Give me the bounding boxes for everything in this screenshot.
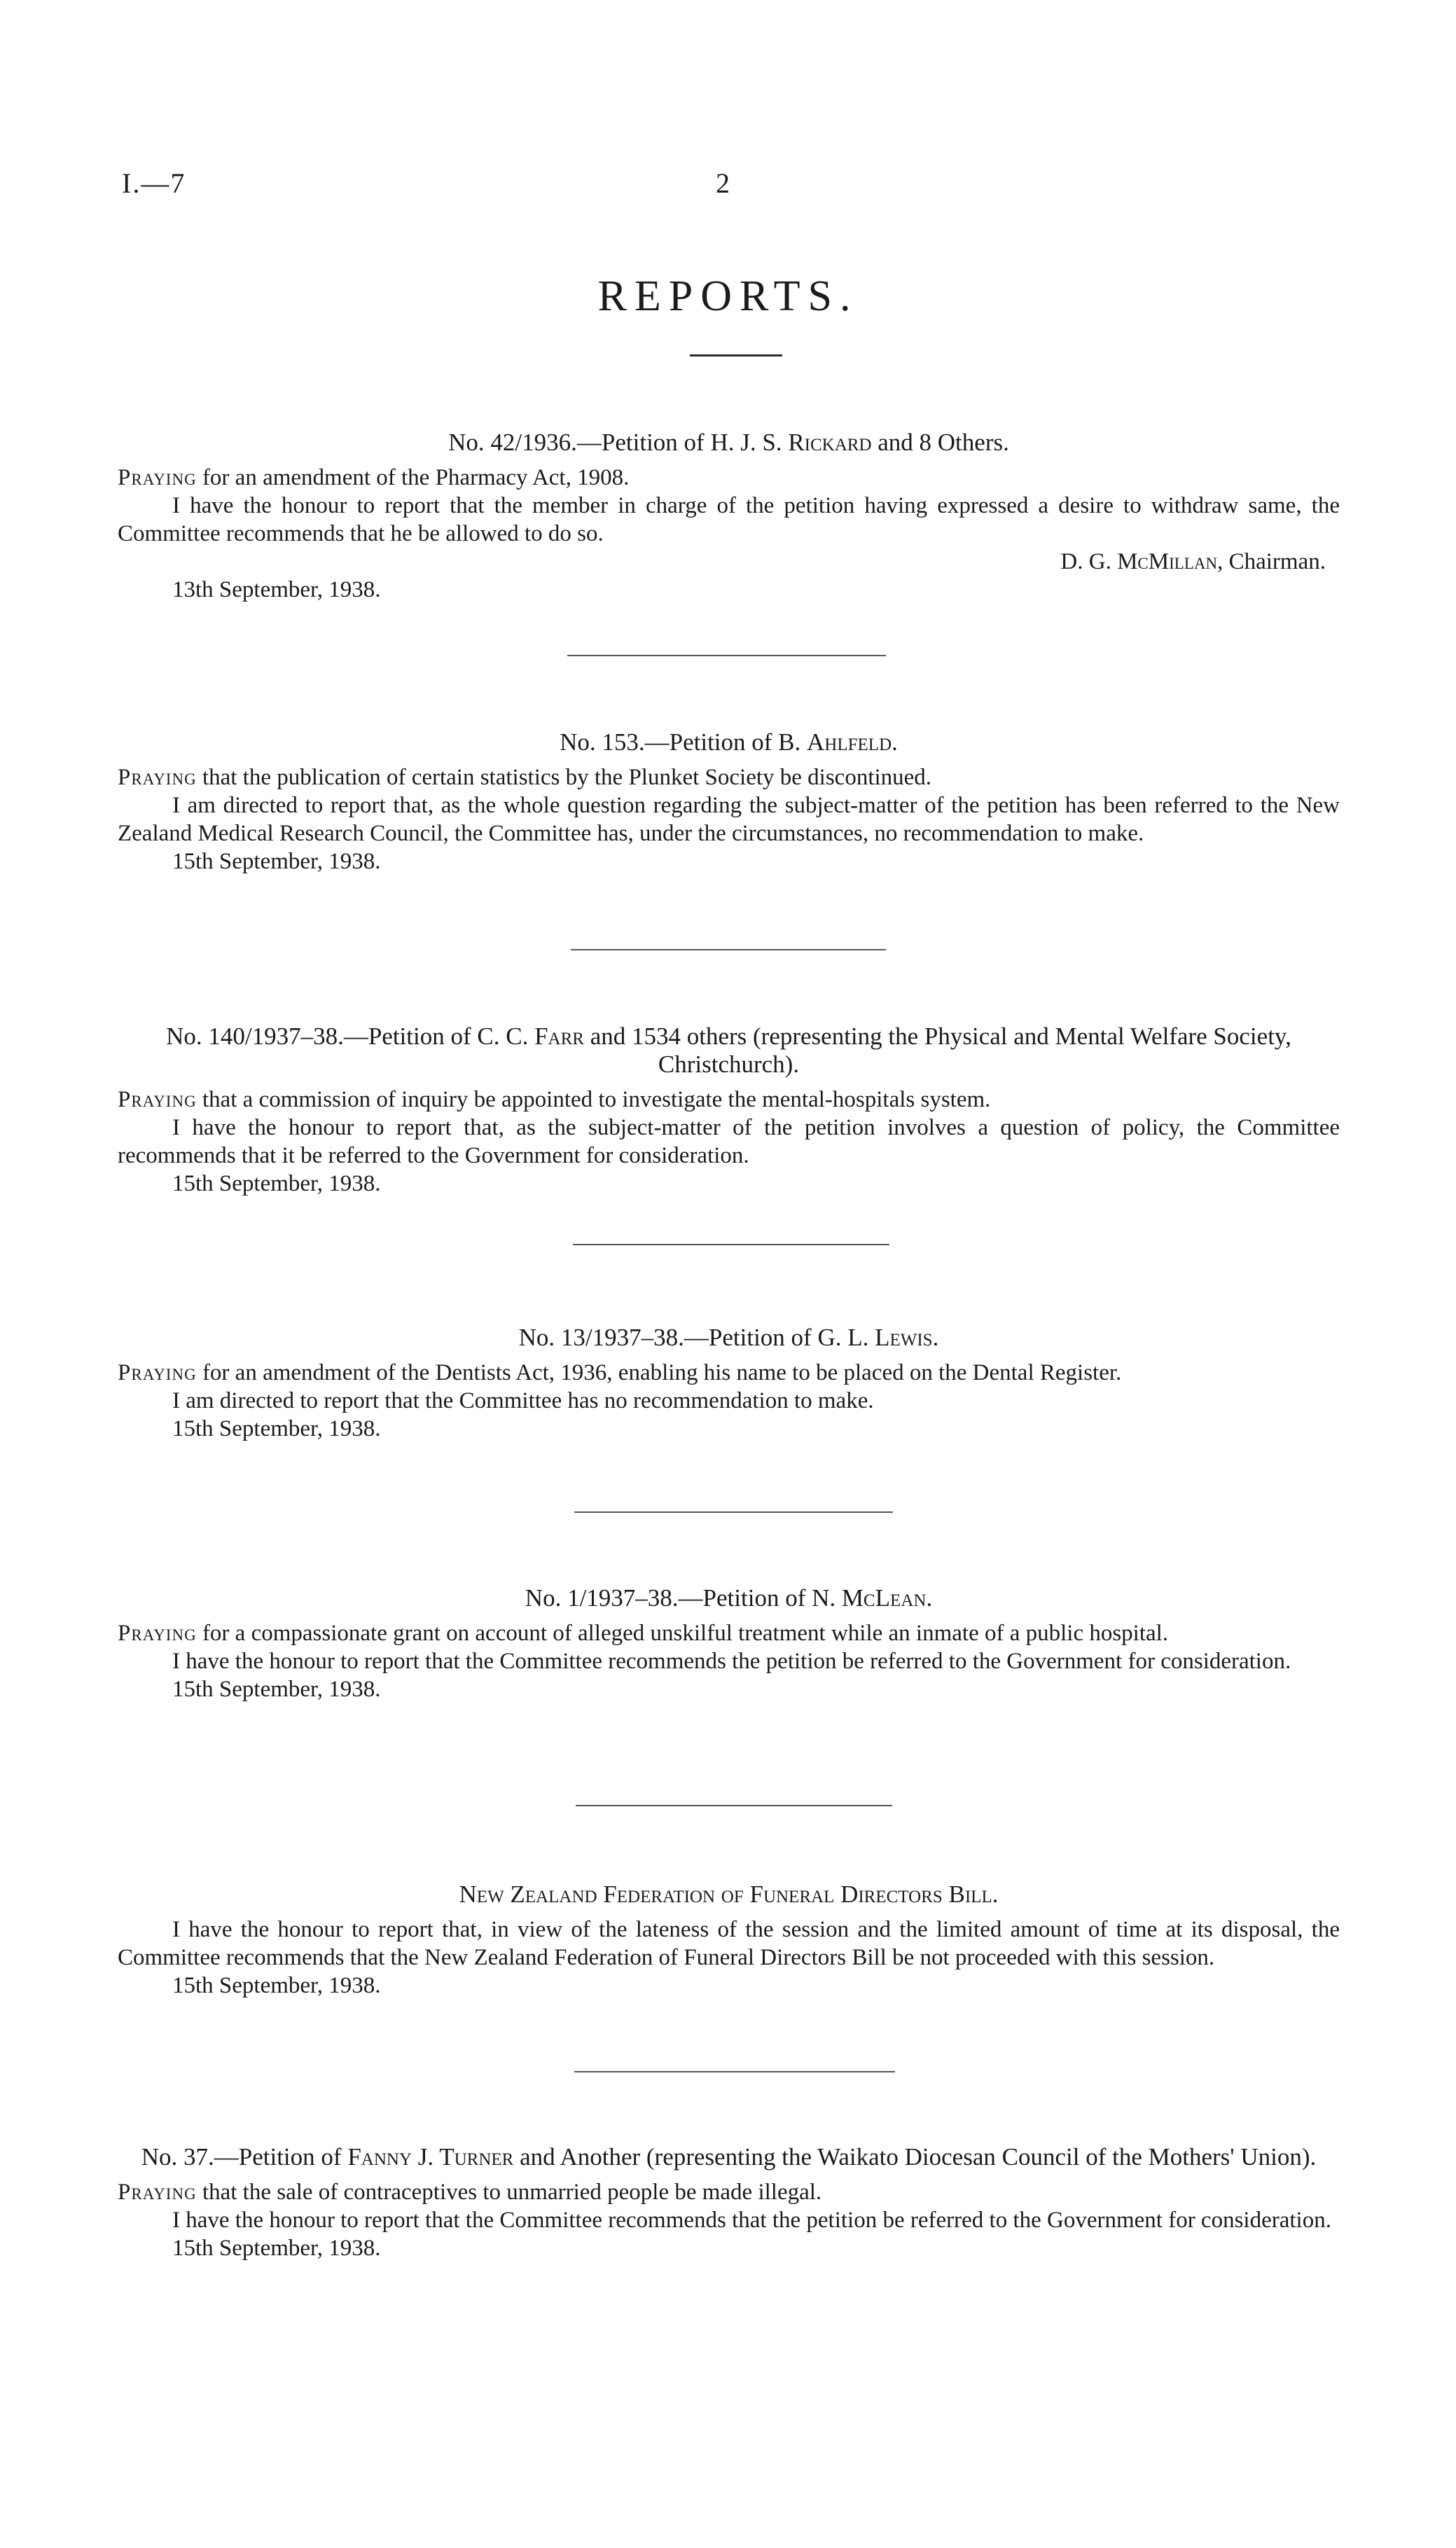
report-section-funeral-directors-bill [118, 1881, 1340, 2000]
section-heading: No. 140/1937–38.—Petition of C. C. Farr and 1534 others (representing the Physical and Mental Welfare Society, Christchurch). [166, 1023, 1291, 1078]
praying-paragraph: Praying for an amendment of the Pharmacy Act, 1908. [118, 465, 630, 490]
report-section-42-1936 [118, 429, 1340, 604]
praying-paragraph: Praying that the publication of certain statistics by the Plunket Society be discontinued. [118, 765, 932, 790]
report-date: 15th September, 1938. [172, 1677, 381, 1702]
report-date: 15th September, 1938. [172, 1171, 381, 1196]
section-heading: No. 13/1937–38.—Petition of G. L. Lewis. [518, 1324, 939, 1351]
report-date: 15th September, 1938. [172, 1973, 381, 1998]
praying-paragraph: Praying for a compassionate grant on account of alleged unskilful treatment while an inmate of a public hospital. [118, 1621, 1169, 1646]
praying-paragraph: Praying for an amendment of the Dentists Act, 1936, enabling his name to be placed on the Dental Register. [118, 1360, 1122, 1385]
section-heading: New Zealand Federation of Funeral Directors Bill. [459, 1881, 999, 1908]
report-date: 13th September, 1938. [172, 577, 381, 602]
chairman-signature: D. G. McMillan, Chairman. [1060, 549, 1326, 574]
section-heading: No. 37.—Petition of Fanny J. Turner and Another (representing the Waikato Diocesan Council of the Mothers' Union). [141, 2143, 1317, 2170]
report-date: 15th September, 1938. [172, 849, 381, 874]
report-section-37 [118, 2143, 1340, 2262]
section-heading: No. 1/1937–38.—Petition of N. McLean. [525, 1584, 933, 1612]
report-date: 15th September, 1938. [172, 1416, 381, 1441]
report-body: I have the honour to report that the Committee recommends the petition be referred to the Government for consideration. [172, 1649, 1291, 1674]
report-body: I am directed to report that the Committee has no recommendation to make. [172, 1388, 874, 1413]
report-section-153 [118, 728, 1340, 875]
report-body: I have the honour to report that the Committee recommends that the petition be referred to the Government for consideration. [172, 2208, 1331, 2233]
section-divider [567, 655, 886, 656]
section-divider [574, 2071, 895, 2072]
report-date: 15th September, 1938. [172, 2236, 381, 2261]
report-section-13-1937-38 [118, 1324, 1340, 1443]
page-title: REPORTS. [597, 272, 859, 320]
section-divider [576, 1805, 892, 1806]
report-section-140-1937-38 [118, 1023, 1340, 1198]
section-divider [571, 949, 886, 950]
section-divider [574, 1511, 893, 1513]
report-body: I have the honour to report that the member in charge of the petition having expressed a desire to withdraw same, the Committee recommends that he be allowed to do so. [118, 493, 1340, 546]
report-body: I have the honour to report that, as the subject-matter of the petition involves a question of policy, the Committee recommends that it be referred to the Government for consideration. [118, 1115, 1340, 1168]
document-reference: I.—7 [122, 167, 186, 199]
title-rule [690, 354, 782, 356]
page-number: 2 [716, 167, 730, 199]
report-section-1-1937-38 [118, 1584, 1340, 1703]
report-body: I am directed to report that, as the whole question regarding the subject-matter of the petition has been referred to the New Zealand Medical Research Council, the Committee has, under the circumstances, no recommendation to make. [118, 793, 1340, 846]
section-divider [573, 1244, 889, 1245]
section-heading: No. 42/1936.—Petition of H. J. S. Rickard and 8 Others. [448, 429, 1009, 456]
praying-paragraph: Praying that a commission of inquiry be appointed to investigate the mental-hospitals system. [118, 1087, 991, 1112]
section-heading: No. 153.—Petition of B. Ahlfeld. [560, 728, 898, 756]
praying-paragraph: Praying that the sale of contraceptives to unmarried people be made illegal. [118, 2180, 822, 2205]
report-body: I have the honour to report that, in view of the lateness of the session and the limited amount of time at its disposal, the Committee recommends that the New Zealand Federation of Funeral Directors Bill be not proceeded with this session. [118, 1917, 1340, 1970]
